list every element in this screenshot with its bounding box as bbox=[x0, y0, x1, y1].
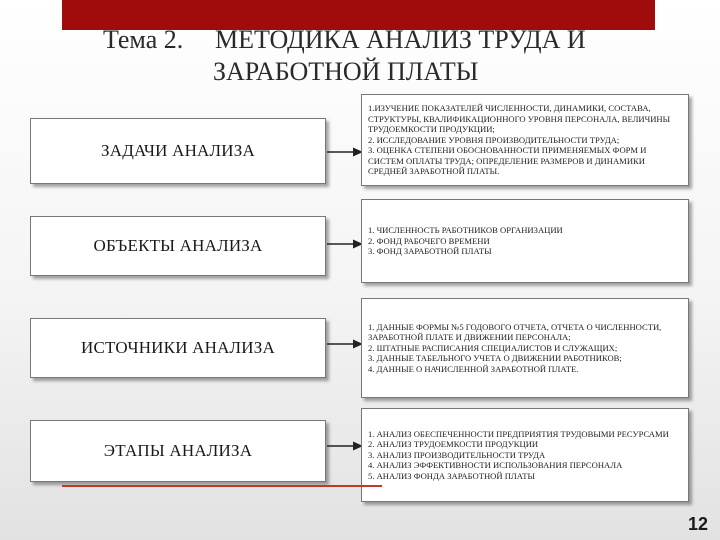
details-box-sources bbox=[361, 298, 689, 398]
category-box-objects bbox=[30, 216, 326, 276]
arrow-right-icon bbox=[327, 146, 363, 158]
title-topic-label: Тема 2. bbox=[103, 25, 184, 54]
list-item: 3. АНАЛИЗ ПРОИЗВОДИТЕЛЬНОСТИ ТРУДА bbox=[368, 449, 546, 460]
title-line-2: ЗАРАБОТНОЙ ПЛАТЫ bbox=[213, 57, 479, 86]
category-label: ИСТОЧНИКИ АНАЛИЗА bbox=[81, 338, 275, 357]
list-item: 1. АНАЛИЗ ОБЕСПЕЧЕННОСТИ ПРЕДПРИЯТИЯ ТРУДОВЫМИ РЕСУРСАМИ bbox=[368, 428, 669, 439]
details-box-objects bbox=[361, 199, 689, 283]
list-item: 2. ШТАТНЫЕ РАСПИСАНИЯ СПЕЦИАЛИСТОВ И СЛУЖАЩИХ; bbox=[368, 342, 618, 353]
list-item: 2. АНАЛИЗ ТРУДОЕМКОСТИ ПРОДУКЦИИ bbox=[368, 439, 539, 450]
category-box-tasks bbox=[30, 118, 326, 184]
list-item: 3. ДАННЫЕ ТАБЕЛЬНОГО УЧЕТА О ДВИЖЕНИИ РАБОТНИКОВ; bbox=[368, 353, 622, 364]
list-item: 2. ФОНД РАБОЧЕГО ВРЕМЕНИ bbox=[368, 235, 490, 246]
list-item: 2. ИССЛЕДОВАНИЕ УРОВНЯ ПРОИЗВОДИТЕЛЬНОСТИ ТРУДА; bbox=[368, 134, 620, 145]
list-item: 3. ФОНД ЗАРАБОТНОЙ ПЛАТЫ bbox=[368, 246, 492, 257]
list-item: 3. ОЦЕНКА СТЕПЕНИ ОБОСНОВАННОСТИ ПРИМЕНЯЕМЫХ ФОРМ И СИСТЕМ ОПЛАТЫ ТРУДА; ОПРЕДЕЛЕНИЕ РАЗМЕРОВ И ДИНАМИКИ СРЕДНЕЙ ЗАРАБОТНОЙ ПЛАТЫ. bbox=[368, 145, 647, 177]
accent-underline bbox=[62, 485, 382, 487]
list-item: 4. АНАЛИЗ ЭФФЕКТИВНОСТИ ИСПОЛЬЗОВАНИЯ ПЕРСОНАЛА bbox=[368, 460, 623, 471]
category-box-stages bbox=[30, 420, 326, 482]
category-box-sources bbox=[30, 318, 326, 378]
arrow-right-icon bbox=[327, 440, 363, 452]
details-box-stages bbox=[361, 408, 689, 502]
list-item: 4. ДАННЫЕ О НАЧИСЛЕННОЙ ЗАРАБОТНОЙ ПЛАТЕ. bbox=[368, 363, 579, 374]
slide-title bbox=[0, 24, 720, 88]
list-item: 1. ДАННЫЕ ФОРМЫ №5 ГОДОВОГО ОТЧЕТА, ОТЧЕТА О ЧИСЛЕННОСТИ, ЗАРАБОТНОЙ ПЛАТЕ И ДВИЖЕНИИ ПЕРСОНАЛА; bbox=[368, 321, 662, 343]
category-label: ЗАДАЧИ АНАЛИЗА bbox=[101, 141, 255, 160]
list-item: 1. ЧИСЛЕННОСТЬ РАБОТНИКОВ ОРГАНИЗАЦИИ bbox=[368, 225, 563, 236]
list-item: 1.ИЗУЧЕНИЕ ПОКАЗАТЕЛЕЙ ЧИСЛЕННОСТИ, ДИНАМИКИ, СОСТАВА, СТРУКТУРЫ, КВАЛИФИКАЦИОННОГО УРОВНЯ ПЕРСОНАЛА, ВЕЛИЧИНЫ ТРУДОЕМКОСТИ ПРОДУКЦИИ; bbox=[368, 102, 671, 135]
arrow-right-icon bbox=[327, 338, 363, 350]
arrow-right-icon bbox=[327, 238, 363, 250]
category-label: ЭТАПЫ АНАЛИЗА bbox=[103, 441, 253, 460]
details-box-tasks bbox=[361, 94, 689, 186]
title-line-1: МЕТОДИКА АНАЛИЗ ТРУДА И bbox=[215, 25, 586, 54]
list-item: 5. АНАЛИЗ ФОНДА ЗАРАБОТНОЙ ПЛАТЫ bbox=[368, 470, 535, 481]
page-number: 12 bbox=[688, 514, 709, 534]
category-label: ОБЪЕКТЫ АНАЛИЗА bbox=[93, 236, 263, 255]
